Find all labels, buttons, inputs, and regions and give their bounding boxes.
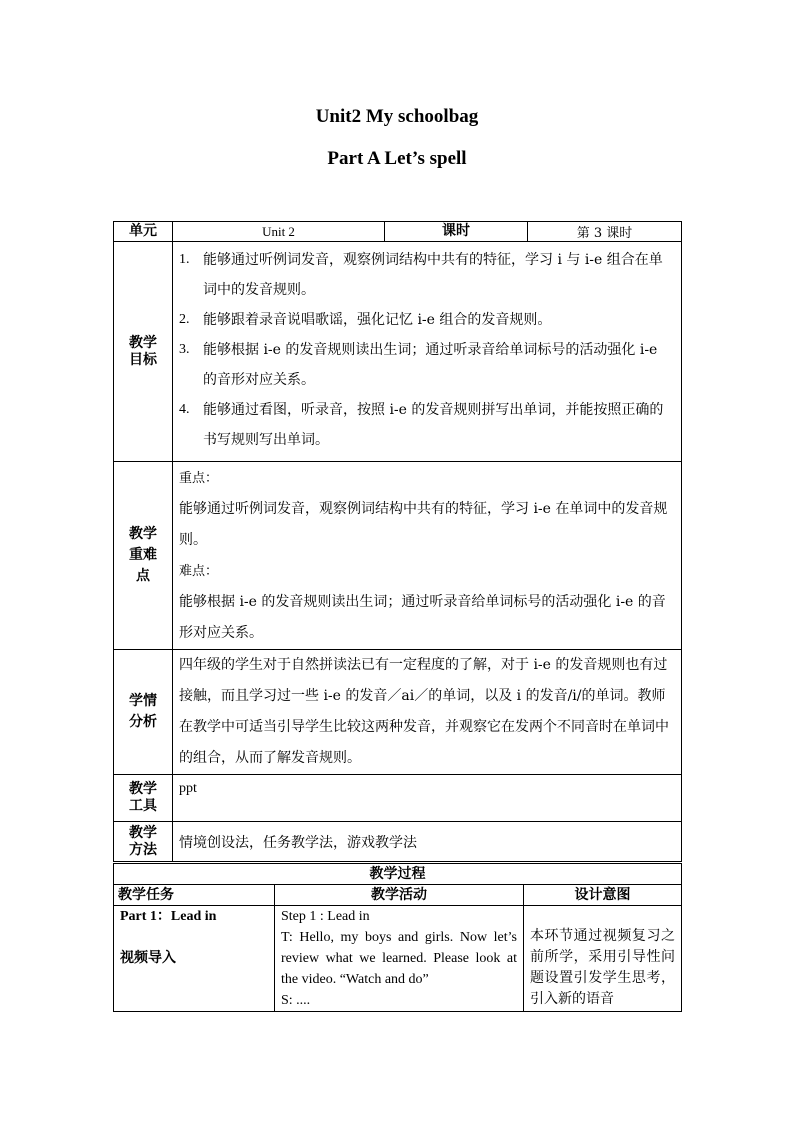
analysis-row: [114, 650, 682, 775]
header-row: [114, 222, 682, 242]
process-table: [113, 863, 682, 1012]
difficult-label: 难点：: [179, 563, 219, 579]
process-row: [114, 906, 682, 1012]
objectives-list: [179, 245, 675, 455]
methods-row: [114, 822, 682, 862]
tools-value: ppt: [173, 775, 682, 822]
objective-item: 1. 能够通过听例词发音，观察例词结构中共有的特征，学习 i 与 i-e 组合在单词中的发音规则。: [179, 252, 663, 298]
process-heading: 教学过程: [114, 864, 682, 885]
objectives-label: 教学目标: [114, 242, 173, 462]
objective-item: 2. 能够跟着录音说唱歌谣，强化记忆 i-e 组合的发音规则。: [179, 312, 552, 328]
activity-response: S: ....: [281, 993, 311, 1008]
col-intent-header: 设计意图: [524, 885, 682, 906]
tools-row: [114, 775, 682, 822]
difficult-text: 能够根据 i-e 的发音规则读出生词；通过听录音给单词标号的活动强化 i-e 的音形对应关系。: [179, 593, 666, 641]
activity-step: Step 1 : Lead in: [281, 909, 370, 924]
objectives-row: [114, 242, 682, 462]
lesson-plan-table: [113, 221, 682, 862]
methods-value: 情境创设法，任务教学法，游戏教学法: [173, 822, 682, 862]
tools-label: 教学工具: [114, 775, 173, 822]
col-task-header: 教学任务: [114, 885, 275, 906]
task-sub: 视频导入: [120, 950, 176, 966]
key-points-label: 教学重难点: [114, 462, 173, 650]
intent-text: 本环节通过视频复习之前所学，采用引导性问题设置引发学生思考，引入新的语音: [530, 928, 676, 1007]
document-subtitle: Part A Let’s spell: [327, 148, 467, 169]
analysis-label: 学情分析: [114, 650, 173, 775]
col-activity-header: 教学活动: [275, 885, 524, 906]
lesson-label: 课时: [385, 222, 528, 242]
unit-label: 单元: [114, 222, 173, 242]
task-title: Part 1：Lead in: [120, 909, 217, 924]
key-text: 能够通过听例词发音，观察例词结构中共有的特征，学习 i-e 在单词中的发音规则。: [179, 500, 668, 548]
lesson-value: 第 3 课时: [528, 222, 682, 242]
key-points-row: [114, 462, 682, 650]
analysis-text: 四年级的学生对于自然拼读法已有一定程度的了解，对于 i-e 的发音规则也有过接触，而且学习过一些 i-e 的发音／ai／的单词，以及 i 的发音/i/的单词。教师在教学中可适当引导学生比较这两种发音，并观察它在发两个不同音时在单词中的组合，从而了解发音规则。: [179, 657, 669, 766]
methods-label: 教学方法: [114, 822, 173, 862]
document-title: Unit2 My schoolbag: [315, 106, 479, 127]
objective-item: 3. 能够根据 i-e 的发音规则读出生词；通过听录音给单词标号的活动强化 i-e 的音形对应关系。: [179, 342, 658, 388]
unit-value: Unit 2: [173, 222, 385, 242]
key-label: 重点：: [179, 470, 219, 486]
activity-text: T: Hello, my boys and girls. Now let’s review what we learned. Please look at the video. “Watch and do”: [281, 930, 517, 987]
objective-item: 4. 能够通过看图，听录音，按照 i-e 的发音规则拼写出单词，并能按照正确的书写规则写出单词。: [179, 402, 664, 448]
process-header-row: [114, 885, 682, 906]
